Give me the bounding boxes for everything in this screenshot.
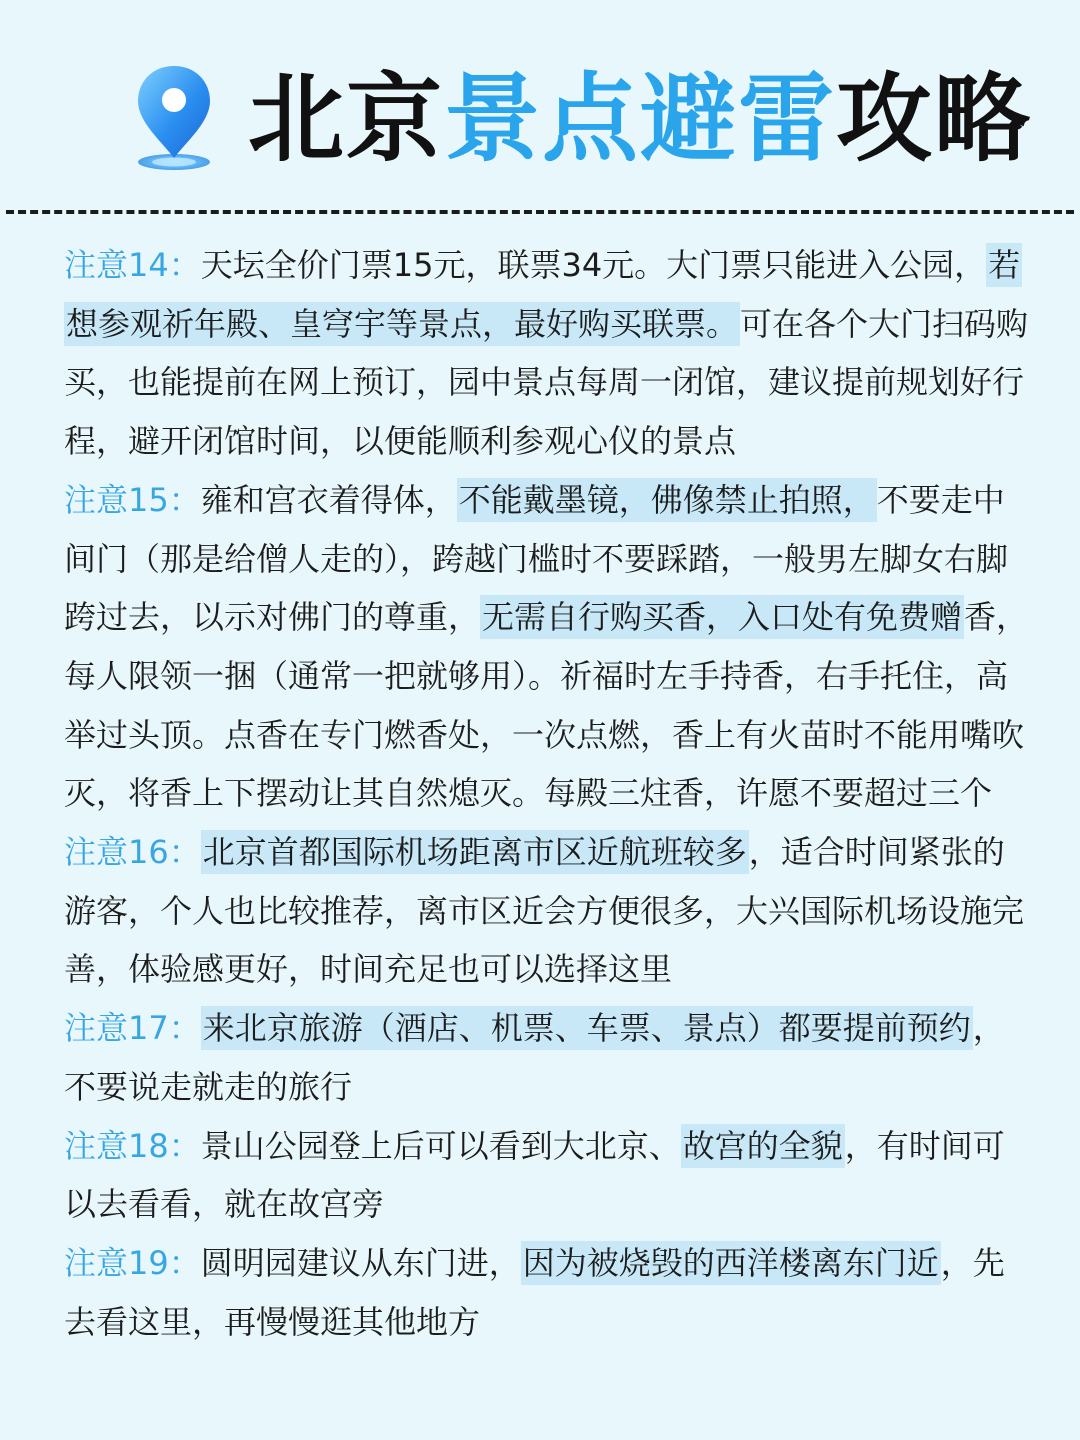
note-label: 注意18：: [64, 1126, 201, 1165]
note-label: 注意14：: [64, 246, 201, 284]
note-19: [64, 1234, 1034, 1351]
note-text: 景山公园登上后可以看到大北京、: [200, 1126, 681, 1165]
note-highlight: 北京首都国际机场距离市区近航班较多: [201, 830, 749, 874]
note-highlight: 不能戴墨镜，佛像禁止拍照，: [457, 478, 877, 522]
note-highlight: 无需自行购买香，入口处有免费赠: [480, 595, 964, 639]
location-pin-icon: [132, 62, 216, 174]
dashed-divider: [6, 210, 1074, 214]
note-14: [64, 236, 1034, 471]
note-16: [64, 823, 1034, 999]
page-header: [0, 52, 1080, 192]
title-part-beijing: 北京: [248, 63, 444, 175]
note-label: 注意17：: [64, 1009, 201, 1048]
note-label: 注意19：: [64, 1243, 201, 1282]
note-highlight: 来北京旅游（酒店、机票、车票、景点）都要提前预约: [201, 1006, 973, 1050]
note-text: 圆明园建议从东门进，: [200, 1243, 521, 1282]
page-title: [248, 64, 1032, 174]
note-text: ，有时间可以去看看，就在故宫旁: [64, 1126, 1005, 1224]
note-text: ，先去看这里，再慢慢逛其他地方: [64, 1243, 1005, 1341]
note-highlight: 若想参观祈年殿、皇穹宇等景点，最好购买联票。: [64, 243, 1022, 346]
title-part-guide: 攻略: [836, 63, 1032, 175]
note-text: ，适合时间紧张的游客，个人也比较推荐，离市区近会方便很多，大兴国际机场设施完善，体验感更好，时间充足也可以选择这里: [64, 833, 1025, 989]
note-text: 天坛全价门票15元，联票34元。大门票只能进入公园，: [200, 246, 987, 284]
note-18: [64, 1117, 1034, 1234]
note-text: 可在各个大门扫码购买，也能提前在网上预订，园中景点每周一闭馆，建议提前规划好行程，避开闭馆时间，以便能顺利参观心仪的景点: [64, 304, 1029, 461]
notes-list: [64, 236, 1034, 1351]
note-label: 注意15：: [64, 480, 201, 519]
note-text: ，不要说走就走的旅行: [64, 1009, 1005, 1106]
title-part-highlight: 景点避雷: [444, 63, 836, 175]
note-15: [64, 471, 1034, 823]
note-highlight: 故宫的全貌: [681, 1124, 845, 1168]
note-highlight: 因为被烧毁的西洋楼离东门近: [521, 1241, 941, 1285]
note-17: [64, 999, 1034, 1116]
note-text: 不要走中间门（那是给僧人走的），跨越门槛时不要踩踏，一般男左脚女右脚跨过去，以示对佛门的尊重，: [64, 480, 1009, 637]
note-text: 香，每人限领一捆（通常一把就够用）。祈福时左手持香，右手托住，高举过头顶。点香在专门燃香处，一次点燃，香上有火苗时不能用嘴吹灭，将香上下摆动让其自然熄灭。每殿三炷香，许愿不要超过三个: [64, 598, 1029, 813]
note-text: 雍和宫衣着得体，: [200, 480, 457, 519]
note-label: 注意16：: [64, 833, 201, 872]
